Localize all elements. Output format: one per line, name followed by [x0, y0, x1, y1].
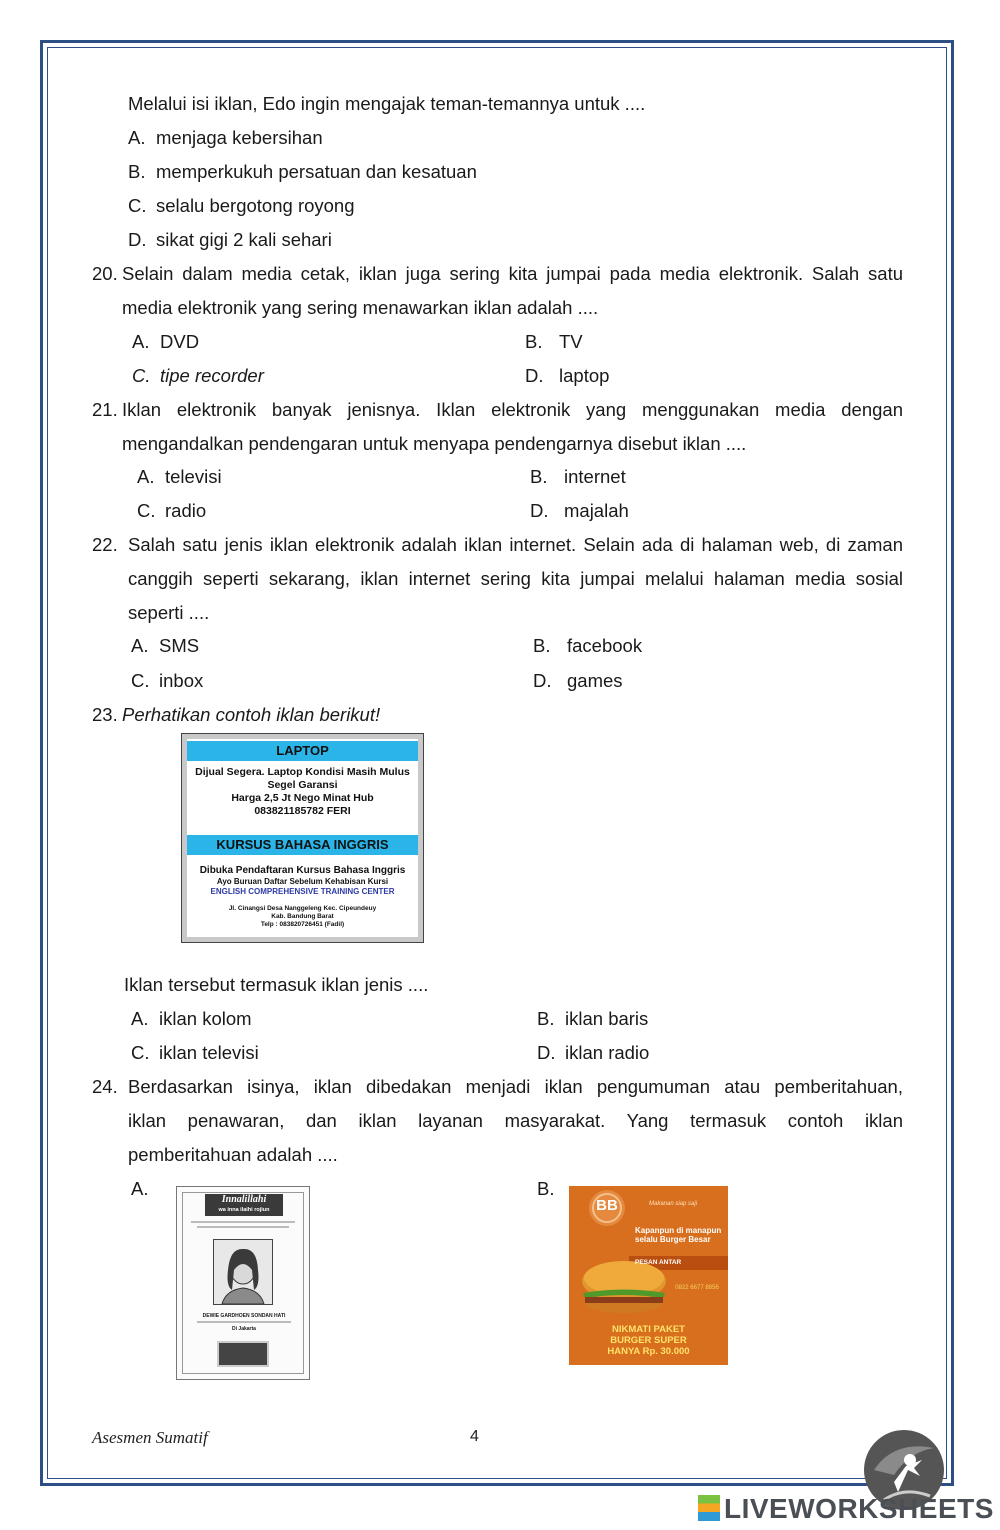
ad-course-line3: ENGLISH COMPREHENSIVE TRAINING CENTER [210, 887, 395, 896]
q20-stem-line2: media elektronik yang sering menawarkan iklan adalah .... [122, 297, 599, 318]
q19-option-c[interactable]: C. selalu bergotong royong [128, 195, 355, 216]
q21-option-c[interactable]: C. radio [137, 500, 207, 521]
q24-option-a-label[interactable]: A. [131, 1178, 149, 1199]
q24-option-b-label[interactable]: B. [537, 1178, 555, 1199]
q22-option-c[interactable]: C. inbox [131, 670, 204, 691]
obituary-text-lines [191, 1221, 295, 1223]
ad-laptop-line4: 083821185782 FERI [254, 805, 351, 817]
q21-option-a[interactable]: A. televisi [137, 466, 222, 487]
q23-option-c[interactable]: C. iklan televisi [131, 1042, 259, 1063]
q20-option-d[interactable]: D. laptop [525, 365, 610, 386]
q23-option-d[interactable]: D. iklan radio [537, 1042, 650, 1063]
q19-option-b[interactable]: B. memperkukuh persatuan dan kesatuan [128, 161, 477, 182]
q19-option-d[interactable]: D. sikat gigi 2 kali sehari [128, 229, 332, 250]
q19-stem: Melalui isi iklan, Edo ingin mengajak teman-temannya untuk .... [128, 93, 646, 114]
q23-number: 23. [92, 704, 118, 725]
q20-option-a[interactable]: A. DVD [132, 331, 200, 352]
ad-course-address1: Jl. Cinangsi Desa Nanggeleng Kec. Cipeundeuy [228, 905, 377, 912]
obituary-text-lines-3 [197, 1321, 291, 1323]
q21-option-d[interactable]: D. majalah [530, 500, 629, 521]
obituary-ad-image[interactable] [176, 1186, 310, 1380]
q22-number: 22. [92, 534, 118, 555]
q22-stem-line1: Salah satu jenis iklan elektronik adalah iklan internet. Selain ada di halaman web, di zaman [128, 534, 903, 555]
q22-stem-line3: seperti .... [128, 602, 210, 623]
q21-stem-line2: mengandalkan pendengaran untuk menyapa pendengarnya disebut iklan .... [122, 433, 747, 454]
q22-stem-line2: canggih seperti sekarang, iklan internet sering kita jumpai melalui halaman media sosial [128, 568, 903, 589]
ad-laptop-line2: Segel Garansi [267, 779, 338, 791]
q23-option-b[interactable]: B. iklan baris [537, 1008, 649, 1029]
ad-course-address2: Kab. Bandung Barat [271, 913, 334, 920]
q21-stem-line1: Iklan elektronik banyak jenisnya. Iklan elektronik yang menggunakan media dengan [122, 399, 903, 420]
ad-course-line1: Dibuka Pendaftaran Kursus Bahasa Inggris [199, 865, 406, 876]
q20-stem-line1: Selain dalam media cetak, iklan juga sering kita jumpai pada media elektronik. Salah satu [122, 263, 903, 284]
page-number: 4 [470, 1428, 479, 1445]
burger-phone: 0822 6677 8856 [675, 1285, 719, 1291]
liveworksheets-logo-icon [698, 1495, 720, 1521]
ad-heading-laptop: LAPTOP [187, 741, 418, 761]
liveworksheets-brand[interactable]: LIVEWORKSHEETS [698, 1493, 994, 1527]
ad-course-phone: Telp : 083820726451 (Fadil) [260, 921, 345, 928]
obituary-title: Innalillahi wa inna ilaihi rojiun [205, 1194, 283, 1216]
q20-number: 20. [92, 263, 118, 284]
ad-heading-course: KURSUS BAHASA INGGRIS [187, 835, 418, 855]
burger-slogan: Kapanpun di manapun selalu Burger Besar [635, 1226, 722, 1244]
q22-option-d[interactable]: D. games [533, 670, 623, 691]
portrait-photo [213, 1239, 273, 1305]
q19-option-a[interactable]: A. menjaga kebersihan [128, 127, 323, 148]
obituary-place: Di Jakarta [232, 1326, 256, 1332]
q24-stem-line3: pemberitahuan adalah .... [128, 1144, 338, 1165]
q23-instruction: Perhatikan contoh iklan berikut! [122, 704, 381, 725]
delivery-label: PESAN ANTAR [635, 1259, 682, 1266]
q23-option-a[interactable]: A. iklan kolom [131, 1008, 252, 1029]
q20-option-c[interactable]: C. tipe recorder [132, 365, 264, 386]
q23-stem: Iklan tersebut termasuk iklan jenis .... [124, 974, 429, 995]
q21-option-b[interactable]: B. internet [530, 466, 626, 487]
q24-number: 24. [92, 1076, 118, 1097]
q24-stem-line1: Berdasarkan isinya, iklan dibedakan menjadi iklan pengumuman atau pemberitahuan, [128, 1076, 903, 1097]
burger-logo: BB [596, 1197, 618, 1214]
ad-laptop-line1: Dijual Segera. Laptop Kondisi Masih Mulus [195, 766, 410, 778]
obituary-text-lines-2 [197, 1226, 289, 1228]
deceased-name: DEWIE GARDHOEN SONDAN HATI [202, 1313, 286, 1319]
q24-stem-line2: iklan penawaran, dan iklan layanan masyarakat. Yang termasuk contoh iklan [128, 1110, 903, 1131]
q20-option-b[interactable]: B. TV [525, 331, 583, 352]
burger-tagline: Makanan siap saji [649, 1201, 698, 1207]
q22-option-a[interactable]: A. SMS [131, 635, 200, 656]
obituary-note-box [217, 1341, 269, 1367]
ad-laptop-line3: Harga 2,5 Jt Nego Minat Hub [231, 792, 374, 804]
ad-course-line2: Ayo Buruan Daftar Sebelum Kehabisan Kursi [216, 877, 389, 886]
q21-number: 21. [92, 399, 118, 420]
classified-ad-image [181, 733, 424, 943]
footer-title: Asesmen Sumatif [92, 1428, 208, 1447]
q22-option-b[interactable]: B. facebook [533, 635, 643, 656]
burger-ad-image[interactable] [569, 1186, 728, 1365]
burger-promo: NIKMATI PAKET BURGER SUPER HANYA Rp. 30.000 [607, 1324, 690, 1357]
